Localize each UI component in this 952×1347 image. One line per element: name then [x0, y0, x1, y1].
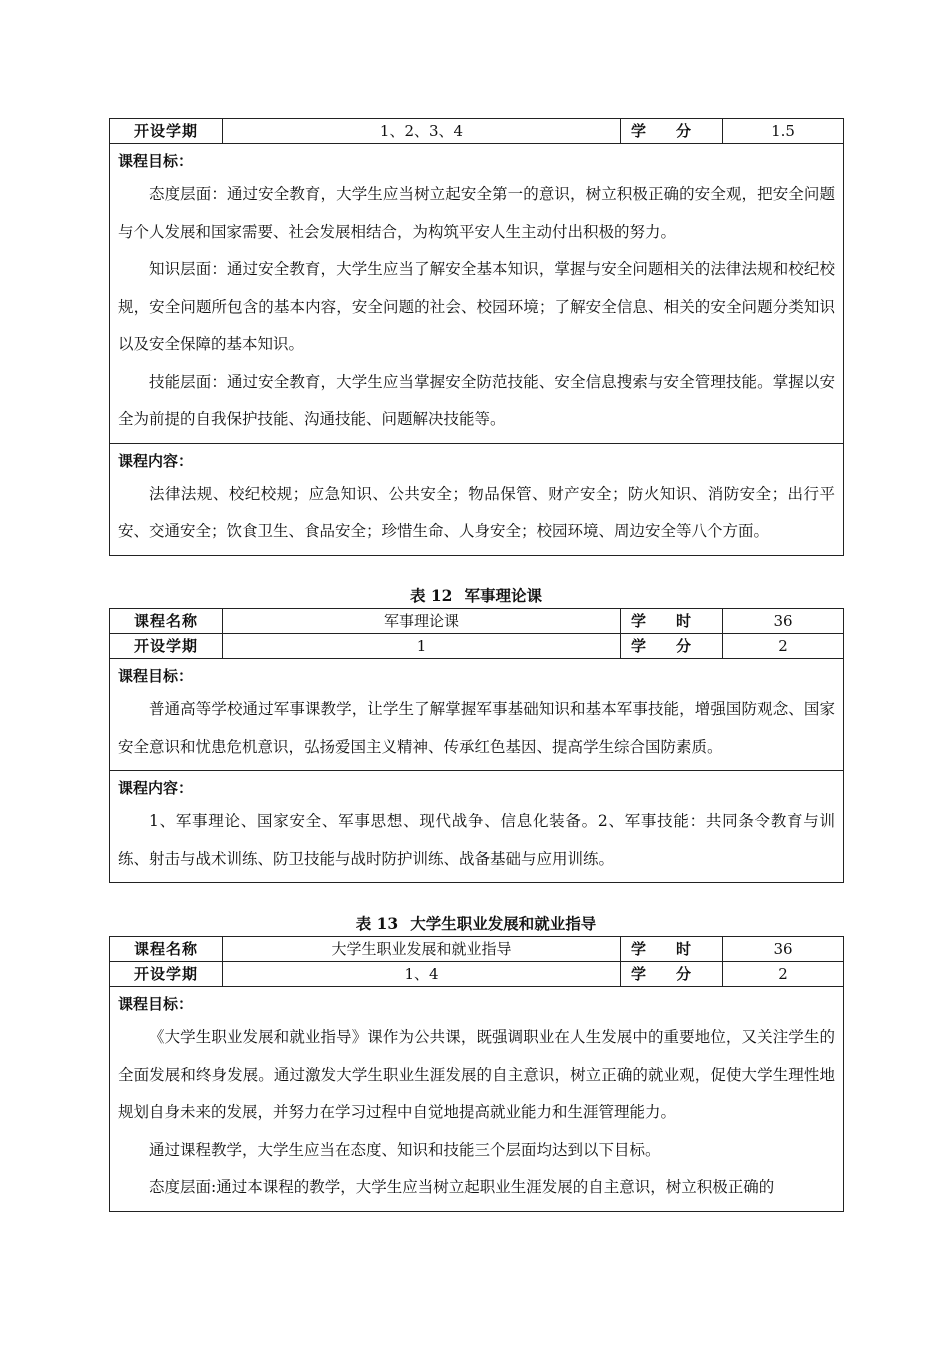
caption-number: 表 13 — [355, 914, 399, 933]
table-12-goal-row — [110, 659, 844, 771]
content-paragraph: 1、军事理论、国家安全、军事思想、现代战争、信息化装备。2、军事技能：共同条令教育与训练、射击与战术训练、防卫技能与战时防护训练、战备基础与应用训练。 — [118, 812, 835, 868]
table-13 — [109, 936, 843, 1212]
content-paragraph: 法律法规、校纪校规；应急知识、公共安全；物品保管、财产安全；防火知识、消防安全；出行平安、交通安全；饮食卫生、食品安全；珍惜生命、人身安全；校园环境、周边安全等八个方面。 — [118, 484, 835, 540]
course-goal-title: 课程目标： — [118, 995, 194, 1013]
course-name-label: 课程名称 — [110, 609, 223, 634]
credit-value: 2 — [723, 634, 844, 659]
credit-label: 学 分 — [621, 634, 723, 659]
semester-value: 1、4 — [223, 962, 621, 987]
goal-paragraph: 普通高等学校通过军事课教学，让学生了解掌握军事基础知识和基本军事技能，增强国防观念、国家安全意识和忧患危机意识，弘扬爱国主义精神、传承红色基因、提高学生综合国防素质。 — [118, 700, 835, 756]
table-11-goal-row — [110, 144, 844, 444]
goal-paragraph-intro: 《大学生职业发展和就业指导》课作为公共课，既强调职业在人生发展中的重要地位，又关注学生的全面发展和终身发展。通过激发大学生职业生涯发展的自主意识，树立正确的就业观，促使大学生理性地规划自身未来的发展，并努力在学习过程中自觉地提高就业能力和生涯管理能力。 — [118, 1028, 835, 1121]
hours-value: 36 — [723, 609, 844, 634]
table-13-goal-row — [110, 987, 844, 1212]
hours-value: 36 — [723, 937, 844, 962]
semester-label: 开设学期 — [110, 119, 223, 144]
semester-label: 开设学期 — [110, 962, 223, 987]
credit-value: 2 — [723, 962, 844, 987]
course-goal-title: 课程目标： — [118, 667, 194, 685]
hours-label: 学 时 — [621, 937, 723, 962]
table-11-content-row — [110, 443, 844, 555]
caption-title: 大学生职业发展和就业指导 — [410, 914, 597, 933]
semester-value: 1 — [223, 634, 621, 659]
semester-value: 1、2、3、4 — [223, 119, 621, 144]
goal-paragraph-levels: 通过课程教学，大学生应当在态度、知识和技能三个层面均达到以下目标。 — [149, 1140, 661, 1159]
course-name-value: 军事理论课 — [223, 609, 621, 634]
semester-label: 开设学期 — [110, 634, 223, 659]
caption-title: 军事理论课 — [464, 586, 542, 605]
table-13-semester-row — [110, 962, 844, 987]
credit-label: 学 分 — [621, 119, 723, 144]
course-content-title: 课程内容： — [118, 779, 194, 797]
table-11-semester-row — [110, 119, 844, 144]
table-12-content-row — [110, 771, 844, 883]
course-goal-title: 课程目标： — [118, 152, 194, 170]
caption-number: 表 12 — [410, 586, 453, 605]
table-11 — [109, 118, 843, 556]
course-name-value: 大学生职业发展和就业指导 — [223, 937, 621, 962]
goal-paragraph-skill: 技能层面：通过安全教育，大学生应当掌握安全防范技能、安全信息搜索与安全管理技能。掌握以安全为前提的自我保护技能、沟通技能、问题解决技能等。 — [118, 372, 835, 428]
course-content-title: 课程内容： — [118, 451, 194, 470]
credit-label: 学 分 — [621, 962, 723, 987]
goal-paragraph-attitude: 态度层面：通过安全教育，大学生应当树立起安全第一的意识，树立积极正确的安全观，把安全问题与个人发展和国家需要、社会发展相结合，为构筑平安人生主动付出积极的努力。 — [118, 185, 835, 241]
table-12 — [109, 608, 843, 883]
goal-paragraph-attitude: 态度层面:通过本课程的教学，大学生应当树立起职业生涯发展的自主意识，树立积极正确的 — [149, 1178, 775, 1196]
hours-label: 学 时 — [621, 609, 723, 634]
goal-paragraph-knowledge: 知识层面：通过安全教育，大学生应当了解安全基本知识，掌握与安全问题相关的法律法规和校纪校规，安全问题所包含的基本内容，安全问题的社会、校园环境；了解安全信息、相关的安全问题分类知识以及安全保障的基本知识。 — [118, 260, 835, 353]
table-12-caption — [109, 585, 843, 607]
table-12-semester-row — [110, 634, 844, 659]
table-13-caption — [109, 913, 843, 935]
table-12-name-row — [110, 609, 844, 634]
credit-value: 1.5 — [723, 119, 844, 144]
table-13-name-row — [110, 937, 844, 962]
course-name-label: 课程名称 — [110, 937, 223, 962]
